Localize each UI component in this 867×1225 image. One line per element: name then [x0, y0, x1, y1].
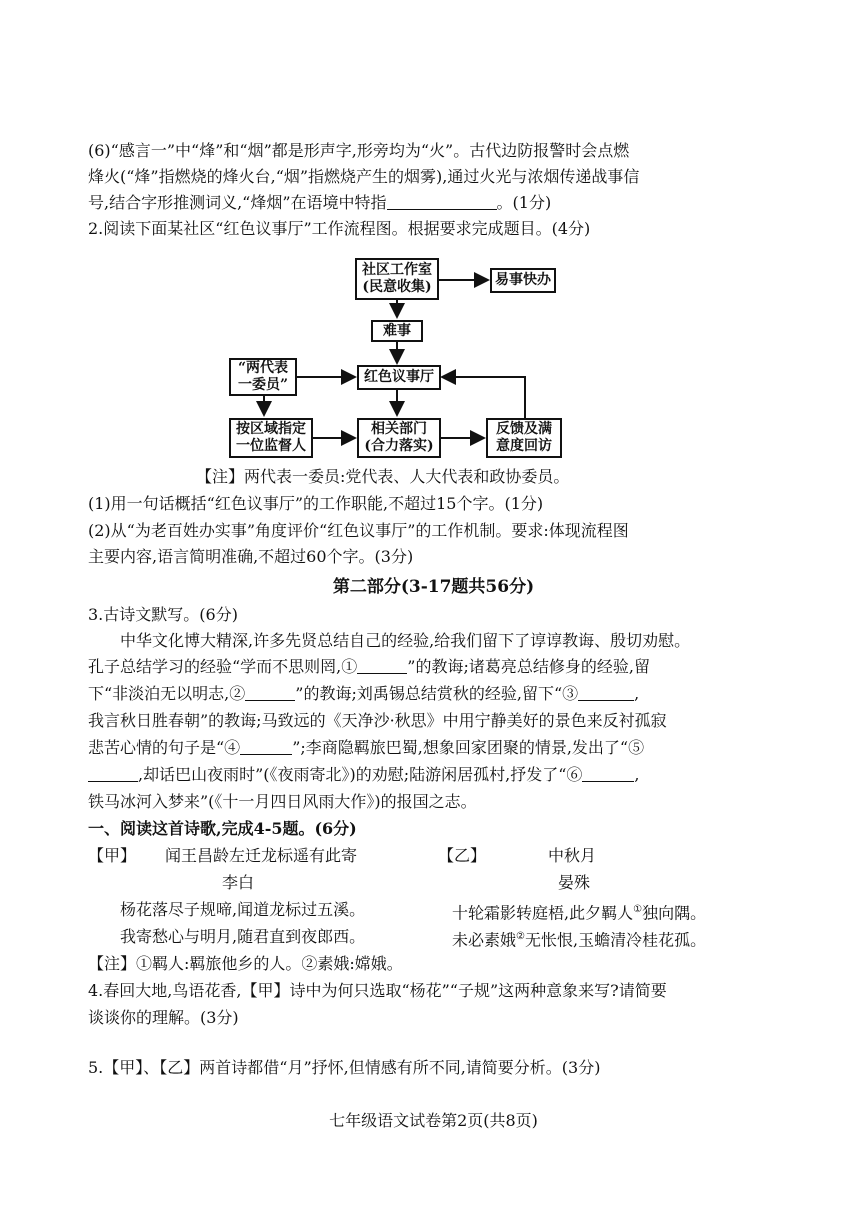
box-representatives: [229, 358, 297, 396]
box-hard-label: 难事: [383, 322, 411, 339]
box-easy-label: 易事快办: [495, 272, 551, 288]
poem-b-line1-end: 独向隅。: [642, 903, 707, 923]
poem-b-line1-text: 十轮霜影转庭梧,此夕羁人: [452, 903, 634, 923]
q1-6-line3-text: 号,结合字形推测词义,“烽烟”在语境中特指: [88, 193, 387, 212]
blank-2[interactable]: [245, 684, 295, 701]
q3-line5: [88, 737, 644, 759]
q2-sub2-line2: 主要内容,语言简明准确,不超过60个字。(3分): [88, 547, 414, 566]
box-feedback: [486, 418, 562, 458]
box-dept-line1: 相关部门: [371, 421, 427, 437]
blank-5[interactable]: [88, 765, 138, 782]
q2-note: 【注】两代表一委员:党代表、人大代表和政协委员。: [196, 467, 570, 486]
q4-line1: 4.春回大地,鸟语花香,【甲】诗中为何只选取“杨花”“子规”这两种意象来写?请简要: [88, 981, 667, 1000]
part2-title: 第二部分(3-17题共56分): [332, 577, 535, 597]
section1-title: 一、阅读这首诗歌,完成4-5题。(6分): [88, 819, 357, 838]
poem-a-line1: 杨花落尽子规啼,闻道龙标过五溪。: [120, 900, 366, 919]
note-marker-1: ①: [633, 904, 643, 915]
q3-title: 3.古诗文默写。(6分): [88, 605, 238, 624]
box-feedback-line1: 反馈及满: [496, 421, 552, 437]
q3-line4: 我言秋日胜春朝”的教诲;马致远的《天净沙·秋思》中用宁静美好的景色来反衬孤寂: [88, 711, 667, 730]
box-supervisor: [229, 418, 313, 458]
box-red-hall: [357, 365, 441, 390]
q1-6-line2: 烽火(“烽”指燃烧的烽火台,“烟”指燃烧产生的烟雾),通过火光与浓烟传递战事信: [88, 167, 640, 186]
q2-title: 2.阅读下面某社区“红色议事厅”工作流程图。根据要求完成题目。(4分): [88, 219, 591, 238]
box-hall-label: 红色议事厅: [364, 369, 434, 385]
q1-6-line3-end: 。(1分): [496, 193, 552, 212]
poem-b-author: 晏殊: [558, 873, 591, 892]
q4-line2: 谈谈你的理解。(3分): [88, 1008, 239, 1027]
q3-line2: [88, 656, 650, 678]
poem-b-line2-end: 无怅恨,玉蟾清冷桂花孤。: [524, 930, 707, 950]
q3-line7: 铁马冰河入梦来”(《十一月四日风雨大作》)的报国之志。: [88, 792, 477, 811]
box-reps-line2: 一委员”: [237, 377, 289, 393]
poem-b-line2-text: 未必素娥: [452, 930, 517, 950]
blank-4[interactable]: [240, 738, 292, 755]
blank-3[interactable]: [578, 684, 634, 701]
poem-a-tag: 【甲】: [88, 846, 137, 865]
blank-1[interactable]: [357, 657, 407, 674]
blank-6[interactable]: [582, 765, 634, 782]
poem-b-tag: 【乙】: [438, 846, 487, 865]
box-reps-line1: “两代表: [237, 360, 289, 376]
q3-line1: 中华文化博大精深,许多先贤总结自己的经验,给我们留下了谆谆教诲、殷切劝慰。: [120, 631, 691, 650]
q2-sub1: (1)用一句话概括“红色议事厅”的工作职能,不超过15个字。(1分): [88, 494, 544, 513]
q3-line6: [88, 764, 640, 786]
q3-line2-text: 孔子总结学习的经验“学而不思则罔,①: [88, 657, 358, 676]
poem-a-line2: 我寄愁心与明月,随君直到夜郎西。: [120, 927, 366, 946]
arrow-feedback-hall: [442, 377, 525, 418]
poem-b-title: 中秋月: [548, 846, 597, 865]
box-supervisor-line1: 按区域指定: [236, 421, 306, 437]
q5: 5.【甲】、【乙】两首诗都借“月”抒怀,但情感有所不同,请简要分析。(3分): [88, 1058, 601, 1077]
poem-note: 【注】①羁人:羁旅他乡的人。②素娥:嫦娥。: [88, 954, 403, 973]
box-feedback-line2: 意度回访: [496, 438, 552, 454]
box-office-line2: (民意收集): [362, 279, 432, 295]
box-easy-matters: [490, 268, 556, 293]
poem-a-title: 闻王昌龄左迁龙标遥有此寄: [165, 846, 358, 865]
poem-b-line2: [452, 926, 706, 951]
note-marker-2: ②: [516, 931, 525, 942]
q3-line3-mid: ”的教诲;刘禹锡总结赏秋的经验,留下“③: [295, 684, 579, 703]
box-office-line1: 社区工作室: [362, 262, 432, 278]
q3-line3: [88, 683, 639, 705]
q3-line2-end: ”的教诲;诸葛亮总结修身的经验,留: [407, 657, 650, 676]
q1-6-line1: (6)“感言一”中“烽”和“烟”都是形声字,形旁均为“火”。古代边防报警时会点燃: [88, 141, 630, 160]
flowchart-arrows: [0, 0, 867, 480]
q3-line6-end: ,: [634, 765, 640, 784]
q3-line6-text: ,却话巴山夜雨时”(《夜雨寄北》)的劝慰;陆游闲居孤村,抒发了“⑥: [138, 765, 583, 784]
box-departments: [357, 418, 441, 458]
q3-line5-text: 悲苦心情的句子是“④: [88, 738, 241, 757]
q3-line5-end: ”;李商隐羁旅巴蜀,想象回家团聚的情景,发出了“⑤: [292, 738, 645, 757]
box-dept-line2: (合力落实): [364, 438, 434, 454]
box-community-office: [355, 258, 439, 300]
box-supervisor-line2: 一位监督人: [236, 438, 306, 454]
box-hard-matters: [371, 320, 423, 342]
q3-line3-text: 下“非淡泊无以明志,②: [88, 684, 246, 703]
q3-line3-end: ,: [634, 684, 640, 703]
page-footer: 七年级语文试卷第2页(共8页): [329, 1111, 538, 1130]
poem-a-author: 李白: [222, 873, 255, 892]
poem-b-line1: [452, 899, 706, 924]
q2-sub2-line1: (2)从“为老百姓办实事”角度评价“红色议事厅”的工作机制。要求:体现流程图: [88, 521, 629, 540]
